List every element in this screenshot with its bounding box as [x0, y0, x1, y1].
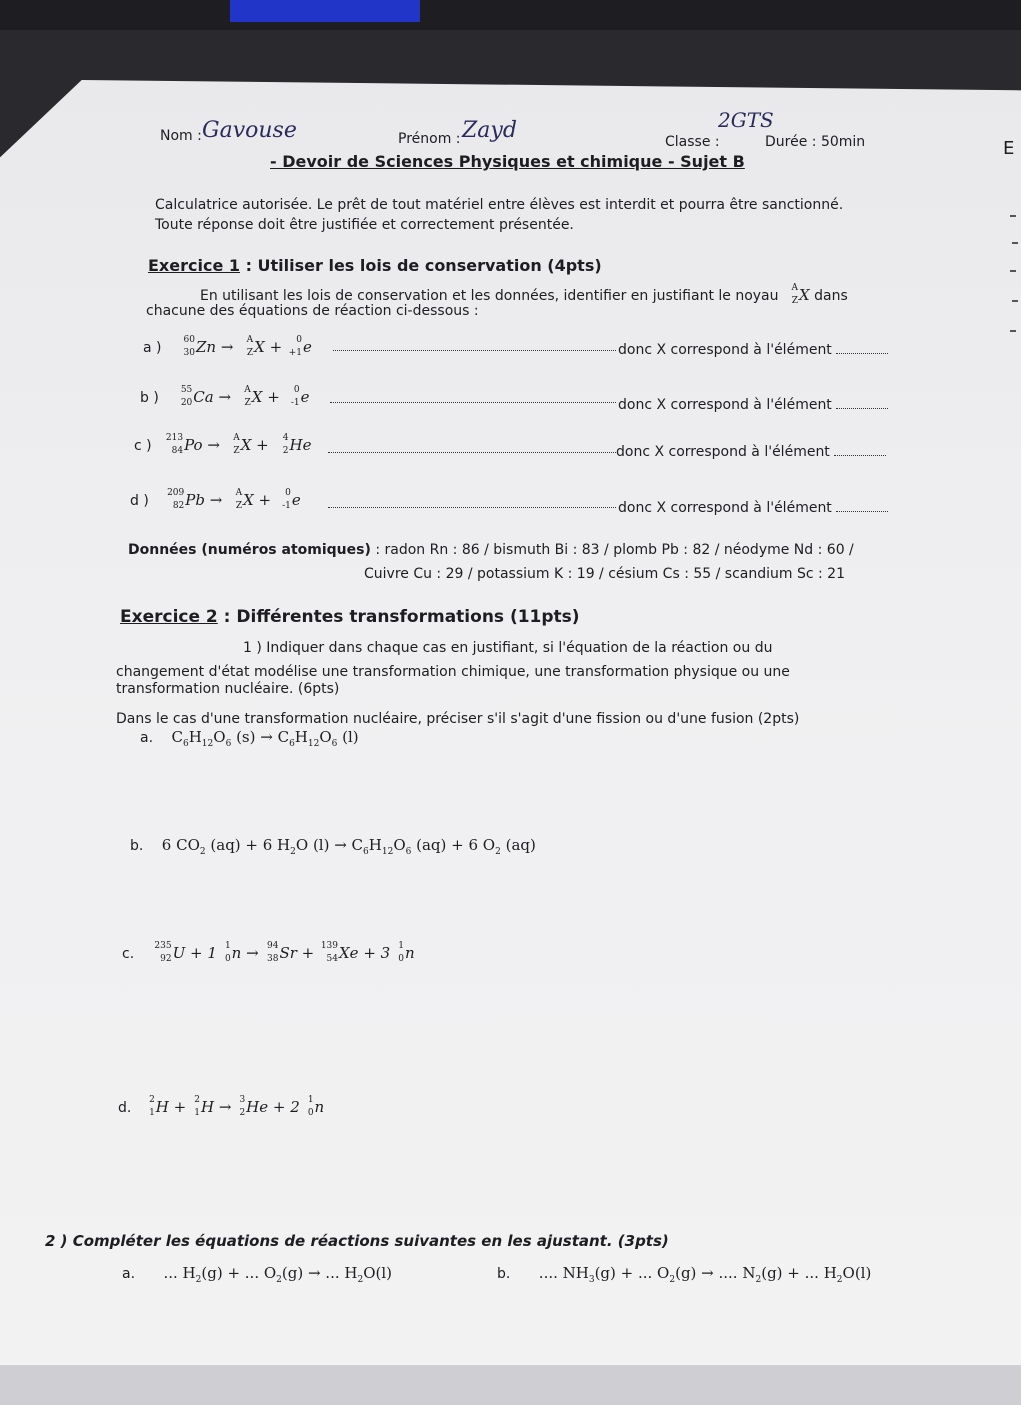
ex1-item-b: b ) 55 20 Ca → A Z X + 0 -1 e: [140, 385, 310, 408]
nom-value: Gavouse: [202, 118, 297, 143]
margin-mark: [1012, 300, 1018, 302]
photo-background-top: [0, 0, 1021, 30]
particle-symbol: e: [291, 491, 301, 509]
atomic-number: 20: [180, 398, 193, 408]
ex2-q1-line1: 1 ) Indiquer dans chaque cas en justifiant, si l'équation de la réaction ou du: [243, 640, 773, 656]
ex2-q1-line2: changement d'état modélise une transformation chimique, une transformation physique ou une: [116, 664, 790, 680]
margin-mark: [1010, 215, 1016, 217]
classe-value: 2GTS: [718, 108, 774, 132]
particle-charge: -1: [282, 501, 291, 511]
ex2-eq-b: b. 6 $CO_2$ (aq) + 6 $H_2O$ $(l) \to C_6H_{12}O_6$ (aq) + 6 $O_2$ (aq): [130, 836, 536, 857]
particle-symbol: He: [289, 436, 312, 454]
answer-line-b: [330, 402, 616, 403]
particle-charge: -1: [290, 398, 300, 408]
photo-background-bottom: [0, 1365, 1021, 1405]
ex1-intro-1-end: dans: [809, 288, 848, 304]
prenom-value: Zayd: [462, 118, 517, 143]
atomic-number: 82: [172, 501, 185, 511]
item-label: b ): [140, 390, 159, 406]
ex2-q2-eq-b: b. .... $NH_3(g)$ + ... $O_2(g)$ → .... $N_2(g)$ + ... $H_2O(l)$: [497, 1264, 872, 1285]
particle-symbol: e: [300, 388, 310, 406]
margin-mark: [1012, 242, 1018, 244]
ex1-item-d: d ) 209 82 Pb → A Z X + 0 -1 e: [130, 488, 301, 511]
conclusion-text: donc X correspond à l'élément: [616, 444, 830, 460]
particle-mass: 0: [285, 488, 291, 498]
element-blank: [836, 511, 888, 512]
ex1-intro-2: chacune des équations de réaction ci-dessous :: [146, 303, 479, 319]
particle-charge: +1: [288, 348, 302, 358]
conclusion-d: [618, 500, 888, 516]
nucleus-x-symbol: A Z X: [791, 283, 810, 306]
ex2-eq-a: a. $C_6H_{12}O_6$ $(s) \to C_6H_{12}O_6$ (l): [140, 728, 359, 749]
eq-label: c.: [122, 946, 135, 962]
duree: Durée : 50min: [765, 134, 866, 150]
classe-label: Classe :: [665, 134, 720, 150]
element-symbol: Ca: [193, 388, 214, 406]
element-blank: [836, 353, 888, 354]
ex1-heading-rest: : Utiliser les lois de conservation (4pts): [240, 256, 602, 275]
ex1-item-c: c ) 213 84 Po → A Z X + 4 2 He: [134, 433, 312, 456]
ex2-heading: [120, 607, 580, 627]
donnees-line-2: Cuivre Cu : 29 / potassium K : 19 / césium Cs : 55 / scandium Sc : 21: [364, 566, 845, 582]
eq-label: d.: [118, 1100, 132, 1116]
element-symbol: Pb: [185, 491, 205, 509]
mass-number: 55: [180, 385, 193, 395]
instruction-2: Toute réponse doit être justifiée et correctement présentée.: [155, 217, 574, 233]
mass-number: 209: [167, 488, 185, 498]
conclusion-b: [618, 397, 888, 413]
eq-label: b.: [130, 838, 144, 854]
ex1-heading: [148, 256, 602, 275]
donnees-line-1: [128, 542, 854, 558]
donnees-prefix: Données (numéros atomiques): [128, 542, 371, 558]
element-symbol: Zn: [195, 338, 217, 356]
particle-mass: 0: [296, 335, 302, 345]
item-label: d ): [130, 493, 149, 509]
element-symbol: Po: [184, 436, 203, 454]
eq-label: b.: [497, 1266, 511, 1282]
eq-label: a.: [140, 730, 154, 746]
ex1-heading-prefix: Exercice 1: [148, 256, 240, 275]
ex2-q2-eq-a: a. ... $H_2(g)$ + ... $O_2(g)$ → ... $H_2O(l)$: [122, 1264, 393, 1285]
atomic-number: 30: [183, 348, 195, 358]
conclusion-text: donc X correspond à l'élément: [618, 500, 832, 516]
item-label: a ): [143, 340, 162, 356]
answer-line-c: [328, 452, 616, 453]
answer-line-a: [333, 350, 616, 351]
ex2-q2: 2 ) Compléter les équations de réactions suivantes en les ajustant. (3pts): [45, 1232, 669, 1250]
eq-label: a.: [122, 1266, 136, 1282]
item-label: c ): [134, 438, 152, 454]
page-title: - Devoir de Sciences Physiques et chimique - Sujet B: [270, 152, 745, 171]
instruction-1: Calculatrice autorisée. Le prêt de tout matériel entre élèves est interdit et pourra être sanctionné.: [155, 197, 844, 213]
element-blank: [834, 455, 886, 456]
nom-label: Nom :: [160, 128, 202, 144]
ex1-item-a: a ) 60 30 Zn → A Z X + 0 +1 e: [143, 335, 312, 358]
corner-letter: E: [1003, 138, 1015, 159]
mass-number: 60: [183, 335, 195, 345]
conclusion-c: [616, 444, 886, 460]
ex2-q1-line3: transformation nucléaire. (6pts): [116, 681, 340, 697]
ex2-heading-rest: : Différentes transformations (11pts): [217, 607, 580, 627]
answer-line-d: [328, 507, 616, 508]
atomic-number: 84: [171, 446, 184, 456]
mass-number: 213: [165, 433, 184, 443]
conclusion-a: [618, 342, 888, 358]
conclusion-text: donc X correspond à l'élément: [618, 397, 832, 413]
prenom-label: Prénom :: [398, 131, 461, 147]
blue-object: [230, 0, 420, 22]
element-blank: [836, 408, 888, 409]
donnees-rest: : radon Rn : 86 / bismuth Bi : 83 / plomb Pb : 82 / néodyme Nd : 60 /: [370, 542, 854, 558]
ex2-eq-d: d. 2 1 H + 2 1 H → 3 2 He + 2 1 0 n: [118, 1095, 325, 1118]
ex2-eq-c: c. 235 92 U + 1 1 0 n → 94 38 Sr + 139 54 Xe + 3 1 0 n: [122, 941, 415, 964]
ex2-q1-line4: Dans le cas d'une transformation nucléaire, préciser s'il s'agit d'une fission ou d'une fusion (2pts): [116, 711, 800, 727]
particle-mass: 4: [282, 433, 289, 443]
ex1-intro-1-text: En utilisant les lois de conservation et les données, identifier en justifiant le noyau: [200, 288, 783, 304]
margin-mark: [1010, 270, 1016, 272]
conclusion-text: donc X correspond à l'élément: [618, 342, 832, 358]
margin-mark: [1010, 330, 1016, 332]
ex2-heading-prefix: Exercice 2: [120, 607, 218, 627]
particle-charge: 2: [282, 446, 289, 456]
particle-symbol: e: [302, 338, 312, 356]
particle-mass: 0: [293, 385, 300, 395]
